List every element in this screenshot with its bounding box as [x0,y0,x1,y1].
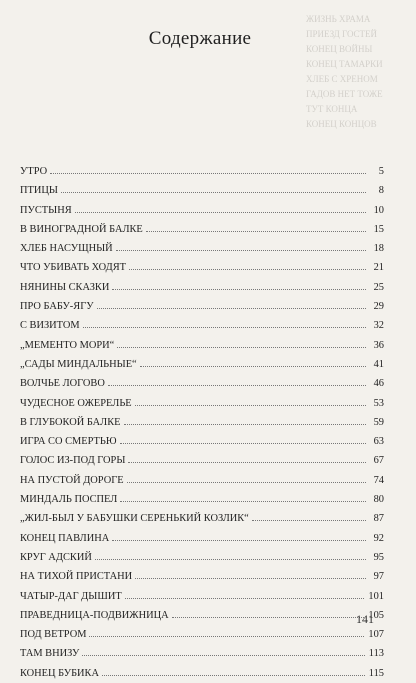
toc-entry-page: 87 [373,513,384,525]
toc-entry-title: „ЖИЛ-БЫЛ У БАБУШКИ СЕРЕНЬКИЙ КОЗЛИК“ [20,513,249,525]
toc-entry-page: 53 [373,397,384,409]
toc-entry-page: 15 [373,223,384,235]
dot-leader [124,424,367,425]
toc-entry-title: КОНЕЦ ПАВЛИНА [20,532,110,544]
dot-leader [146,231,366,232]
toc-entry[interactable] [20,606,384,625]
toc-entry-title: УТРО [20,166,48,177]
toc-entry[interactable] [20,355,384,374]
toc-entry-page: 41 [373,358,384,370]
toc-entry[interactable] [20,316,384,335]
toc-entry[interactable] [20,471,384,490]
dot-leader [50,173,366,174]
toc-entry-title: НА ТИХОЙ ПРИСТАНИ [20,571,133,583]
toc-entry[interactable] [20,162,384,181]
toc-entry-title: ПТИЦЫ [20,185,58,197]
toc-entry[interactable] [20,625,384,644]
bleed-through-line: ХЛЕБ С ХРЕНОМ [306,74,378,84]
toc-entry[interactable] [20,432,384,451]
toc-entry-title: КРУГ АДСКИЙ [20,551,92,563]
toc-entry-page: 67 [373,455,384,467]
toc-entry-page: 105 [368,609,384,621]
dot-leader [120,501,366,502]
toc-entry[interactable] [20,278,384,297]
toc-entry-title: ГОЛОС ИЗ-ПОД ГОРЫ [20,455,126,467]
dot-leader [120,443,366,444]
toc-entry[interactable] [20,413,384,432]
toc-entry-page: 46 [373,378,384,390]
toc-entry-title: С ВИЗИТОМ [20,320,80,332]
dot-leader [125,598,365,599]
toc-entry[interactable] [20,567,384,586]
toc-entry-page: 21 [373,262,384,274]
toc-entry-page: 107 [368,629,384,641]
dot-leader [89,636,364,637]
toc-entry-page: 18 [373,243,384,255]
toc-entry[interactable] [20,644,384,663]
toc-entry[interactable] [20,239,384,258]
toc-entry[interactable] [20,529,384,548]
bleed-through-line: КОНЕЦ КОНЦОВ [306,119,377,129]
dot-leader [83,327,366,328]
toc-entry-page: 101 [368,590,384,602]
dot-leader [112,289,366,290]
toc-entry-page: 29 [373,301,384,313]
toc-entry-page: 63 [373,436,384,448]
page-number: 141 [356,612,374,626]
toc-entry-page: 92 [373,532,384,544]
dot-leader [75,212,366,213]
toc-entry-page: 95 [373,551,384,563]
toc-entry[interactable] [20,181,384,200]
toc-entry-title: ПРАВЕДНИЦА-ПОДВИЖНИЦА [20,609,169,621]
toc-entry-title: ЧТО УБИВАТЬ ХОДЯТ [20,262,126,274]
toc-entry-page: 113 [368,648,384,660]
toc-entry-title: ПОД ВЕТРОМ [20,629,87,641]
toc-entry-title: В ГЛУБОКОЙ БАЛКЕ [20,416,121,428]
toc-entry[interactable] [20,374,384,393]
dot-leader [117,347,366,348]
dot-leader [135,578,366,579]
dot-leader [108,385,366,386]
toc-entry-page: 32 [373,320,384,332]
toc-entry[interactable] [20,258,384,277]
toc-entry[interactable] [20,548,384,567]
toc-entry-title: МИНДАЛЬ ПОСПЕЛ [20,494,118,506]
toc-entry[interactable] [20,220,384,239]
toc-entry-page: 25 [373,281,384,293]
dot-leader [128,462,366,463]
dot-leader [252,520,366,521]
toc-entry-page: 115 [368,667,384,679]
bleed-through-line: ЖИЗНЬ ХРАМА [306,14,371,24]
dot-leader [135,405,366,406]
dot-leader [116,250,366,251]
toc-entry-title: ЧАТЫР-ДАГ ДЫШИТ [20,590,122,602]
toc-entry-title: ИГРА СО СМЕРТЬЮ [20,436,117,448]
toc-entry-title: В ВИНОГРАДНОЙ БАЛКЕ [20,223,143,235]
dot-leader [95,559,366,560]
toc-entry[interactable] [20,451,384,470]
toc-entry-title: ХЛЕБ НАСУЩНЫЙ [20,243,113,255]
toc-entry[interactable] [20,336,384,355]
page-title: Содержание [148,28,252,49]
toc-entry-title: НА ПУСТОЙ ДОРОГЕ [20,474,124,486]
dot-leader [97,308,366,309]
toc-entry-page: 10 [373,204,384,216]
dot-leader [112,540,366,541]
toc-entry[interactable] [20,394,384,413]
toc-entry-title: „САДЫ МИНДАЛЬНЫЕ“ [20,358,137,370]
toc-entry[interactable] [20,509,384,528]
table-of-contents [20,162,384,683]
toc-entry-title: ЧУДЕСНОЕ ОЖЕРЕЛЬЕ [20,397,132,409]
toc-entry-page: 74 [373,474,384,486]
toc-entry-page: 8 [378,185,384,197]
toc-entry-title: ВОЛЧЬЕ ЛОГОВО [20,378,105,390]
toc-entry-page: 5 [378,166,384,177]
toc-entry[interactable] [20,587,384,606]
dot-leader [82,655,364,656]
dot-leader [172,617,365,618]
toc-entry-title: ПРО БАБУ-ЯГУ [20,301,94,313]
bleed-through-line: КОНЕЦ ТАМАРКИ [306,59,383,69]
toc-entry-page: 59 [373,416,384,428]
bleed-through-line: ТУТ КОНЦА [306,104,358,114]
toc-entry[interactable] [20,297,384,316]
toc-entry-page: 36 [373,339,384,351]
dot-leader [129,269,366,270]
toc-entry[interactable] [20,201,384,220]
toc-entry[interactable] [20,664,384,683]
toc-entry-page: 97 [373,571,384,583]
dot-leader [127,482,366,483]
dot-leader [140,366,366,367]
bleed-through-line: ГАДОВ НЕТ ТОЖЕ [306,89,383,99]
toc-entry-title: ТАМ ВНИЗУ [20,648,80,660]
toc-entry-title: НЯНИНЫ СКАЗКИ [20,281,110,293]
toc-entry-title: ПУСТЫНЯ [20,204,72,216]
toc-entry-title: КОНЕЦ БУБИКА [20,667,99,679]
toc-entry[interactable] [20,490,384,509]
toc-entry-title: „МЕМЕНТО МОРИ“ [20,339,115,351]
dot-leader [102,675,365,676]
toc-entry-page: 80 [373,494,384,506]
bleed-through-line: КОНЕЦ ВОЙНЫ [306,44,373,54]
dot-leader [61,192,366,193]
bleed-through-line: ПРИЕЗД ГОСТЕЙ [306,29,378,39]
